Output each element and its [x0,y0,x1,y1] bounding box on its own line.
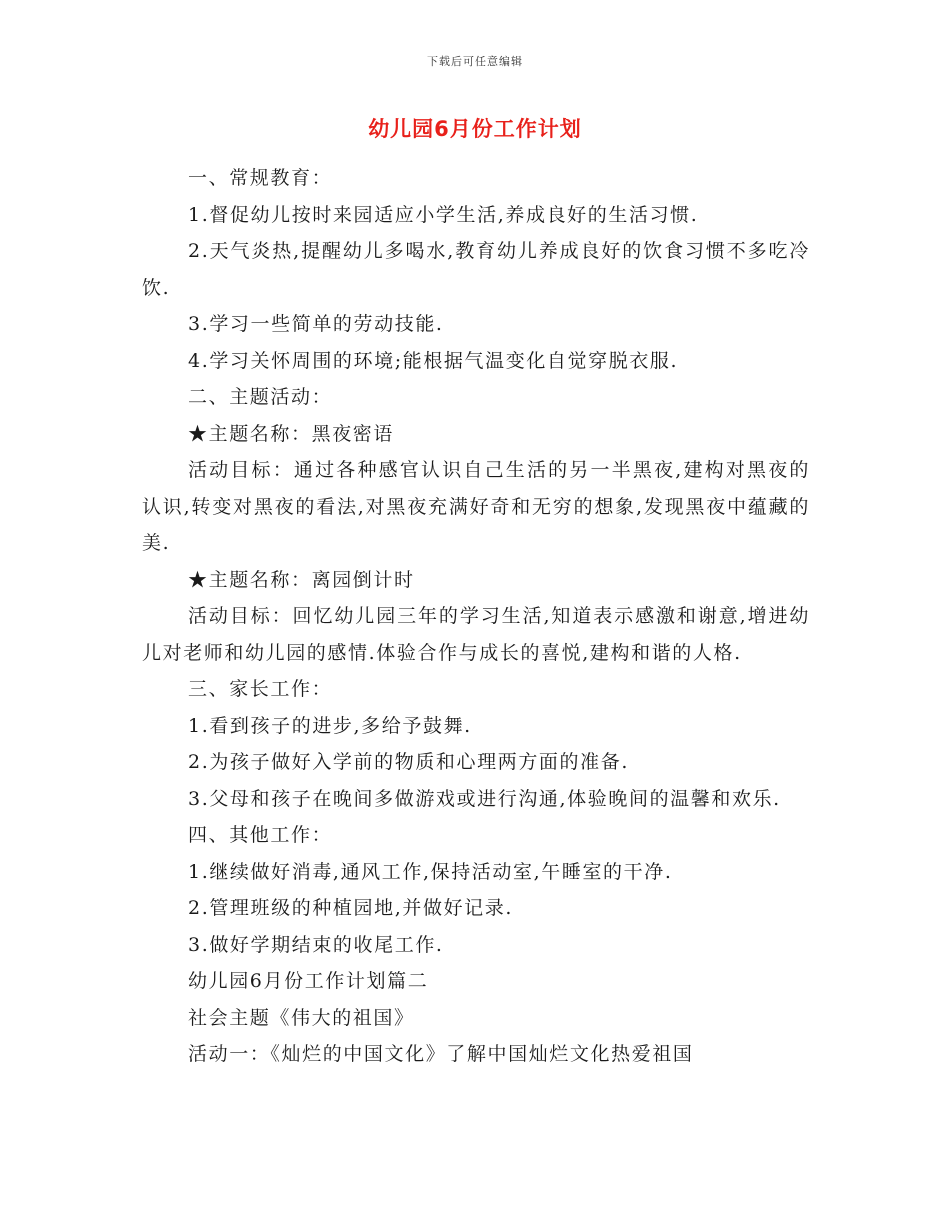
paragraph: 4.学习关怀周围的环境;能根据气温变化自觉穿脱衣服. [188,349,679,372]
paragraph: 1.看到孩子的进步,多给予鼓舞. [188,714,472,737]
header-note: 下载后可任意编辑 [427,55,523,68]
theme-name: ★主题名称：离园倒计时 [188,568,415,591]
paragraph: 2.天气炎热,提醒幼儿多喝水,教育幼儿养成良好的饮食习惯不多吃冷饮. [142,240,810,299]
section-heading-routine: 一、常规教育： [188,167,333,189]
theme-name: ★主题名称：黑夜密语 [188,422,395,445]
paragraph: 社会主题《伟大的祖国》 [188,1006,415,1029]
section-heading-parents: 三、家长工作： [188,678,333,700]
paragraph: 1.督促幼儿按时来园适应小学生活,养成良好的生活习惯. [188,203,699,226]
document-title: 幼儿园6月份工作计划 [368,117,582,141]
paragraph: 2.为孩子做好入学前的物质和心理两方面的准备. [188,751,629,773]
paragraph: 3.学习一些简单的劳动技能. [188,313,444,335]
document-body [142,160,810,1073]
paragraph: 3.做好学期结束的收尾工作. [188,933,444,956]
section-heading-other: 四、其他工作： [188,824,333,846]
paragraph: 活动目标：回忆幼儿园三年的学习生活,知道表示感激和谢意,增进幼儿对老师和幼儿园的感情.体验合作与成长的喜悦,建构和谐的人格. [142,605,810,664]
paragraph: 3.父母和孩子在晚间多做游戏或进行沟通,体验晚间的温馨和欢乐. [188,787,781,810]
paragraph: 活动目标：通过各种感官认识自己生活的另一半黑夜,建构对黑夜的认识,转变对黑夜的看法,对黑夜充满好奇和无穷的想象,发现黑夜中蕴藏的美. [142,459,810,554]
paragraph: 活动一：《灿烂的中国文化》了解中国灿烂文化热爱祖国 [188,1043,694,1065]
section-heading-theme: 二、主题活动： [188,386,333,408]
subtitle-part-two: 幼儿园6月份工作计划篇二 [188,970,429,992]
paragraph: 2.管理班级的种植园地,并做好记录. [188,897,514,919]
paragraph: 1.继续做好消毒,通风工作,保持活动室,午睡室的干净. [188,860,673,883]
